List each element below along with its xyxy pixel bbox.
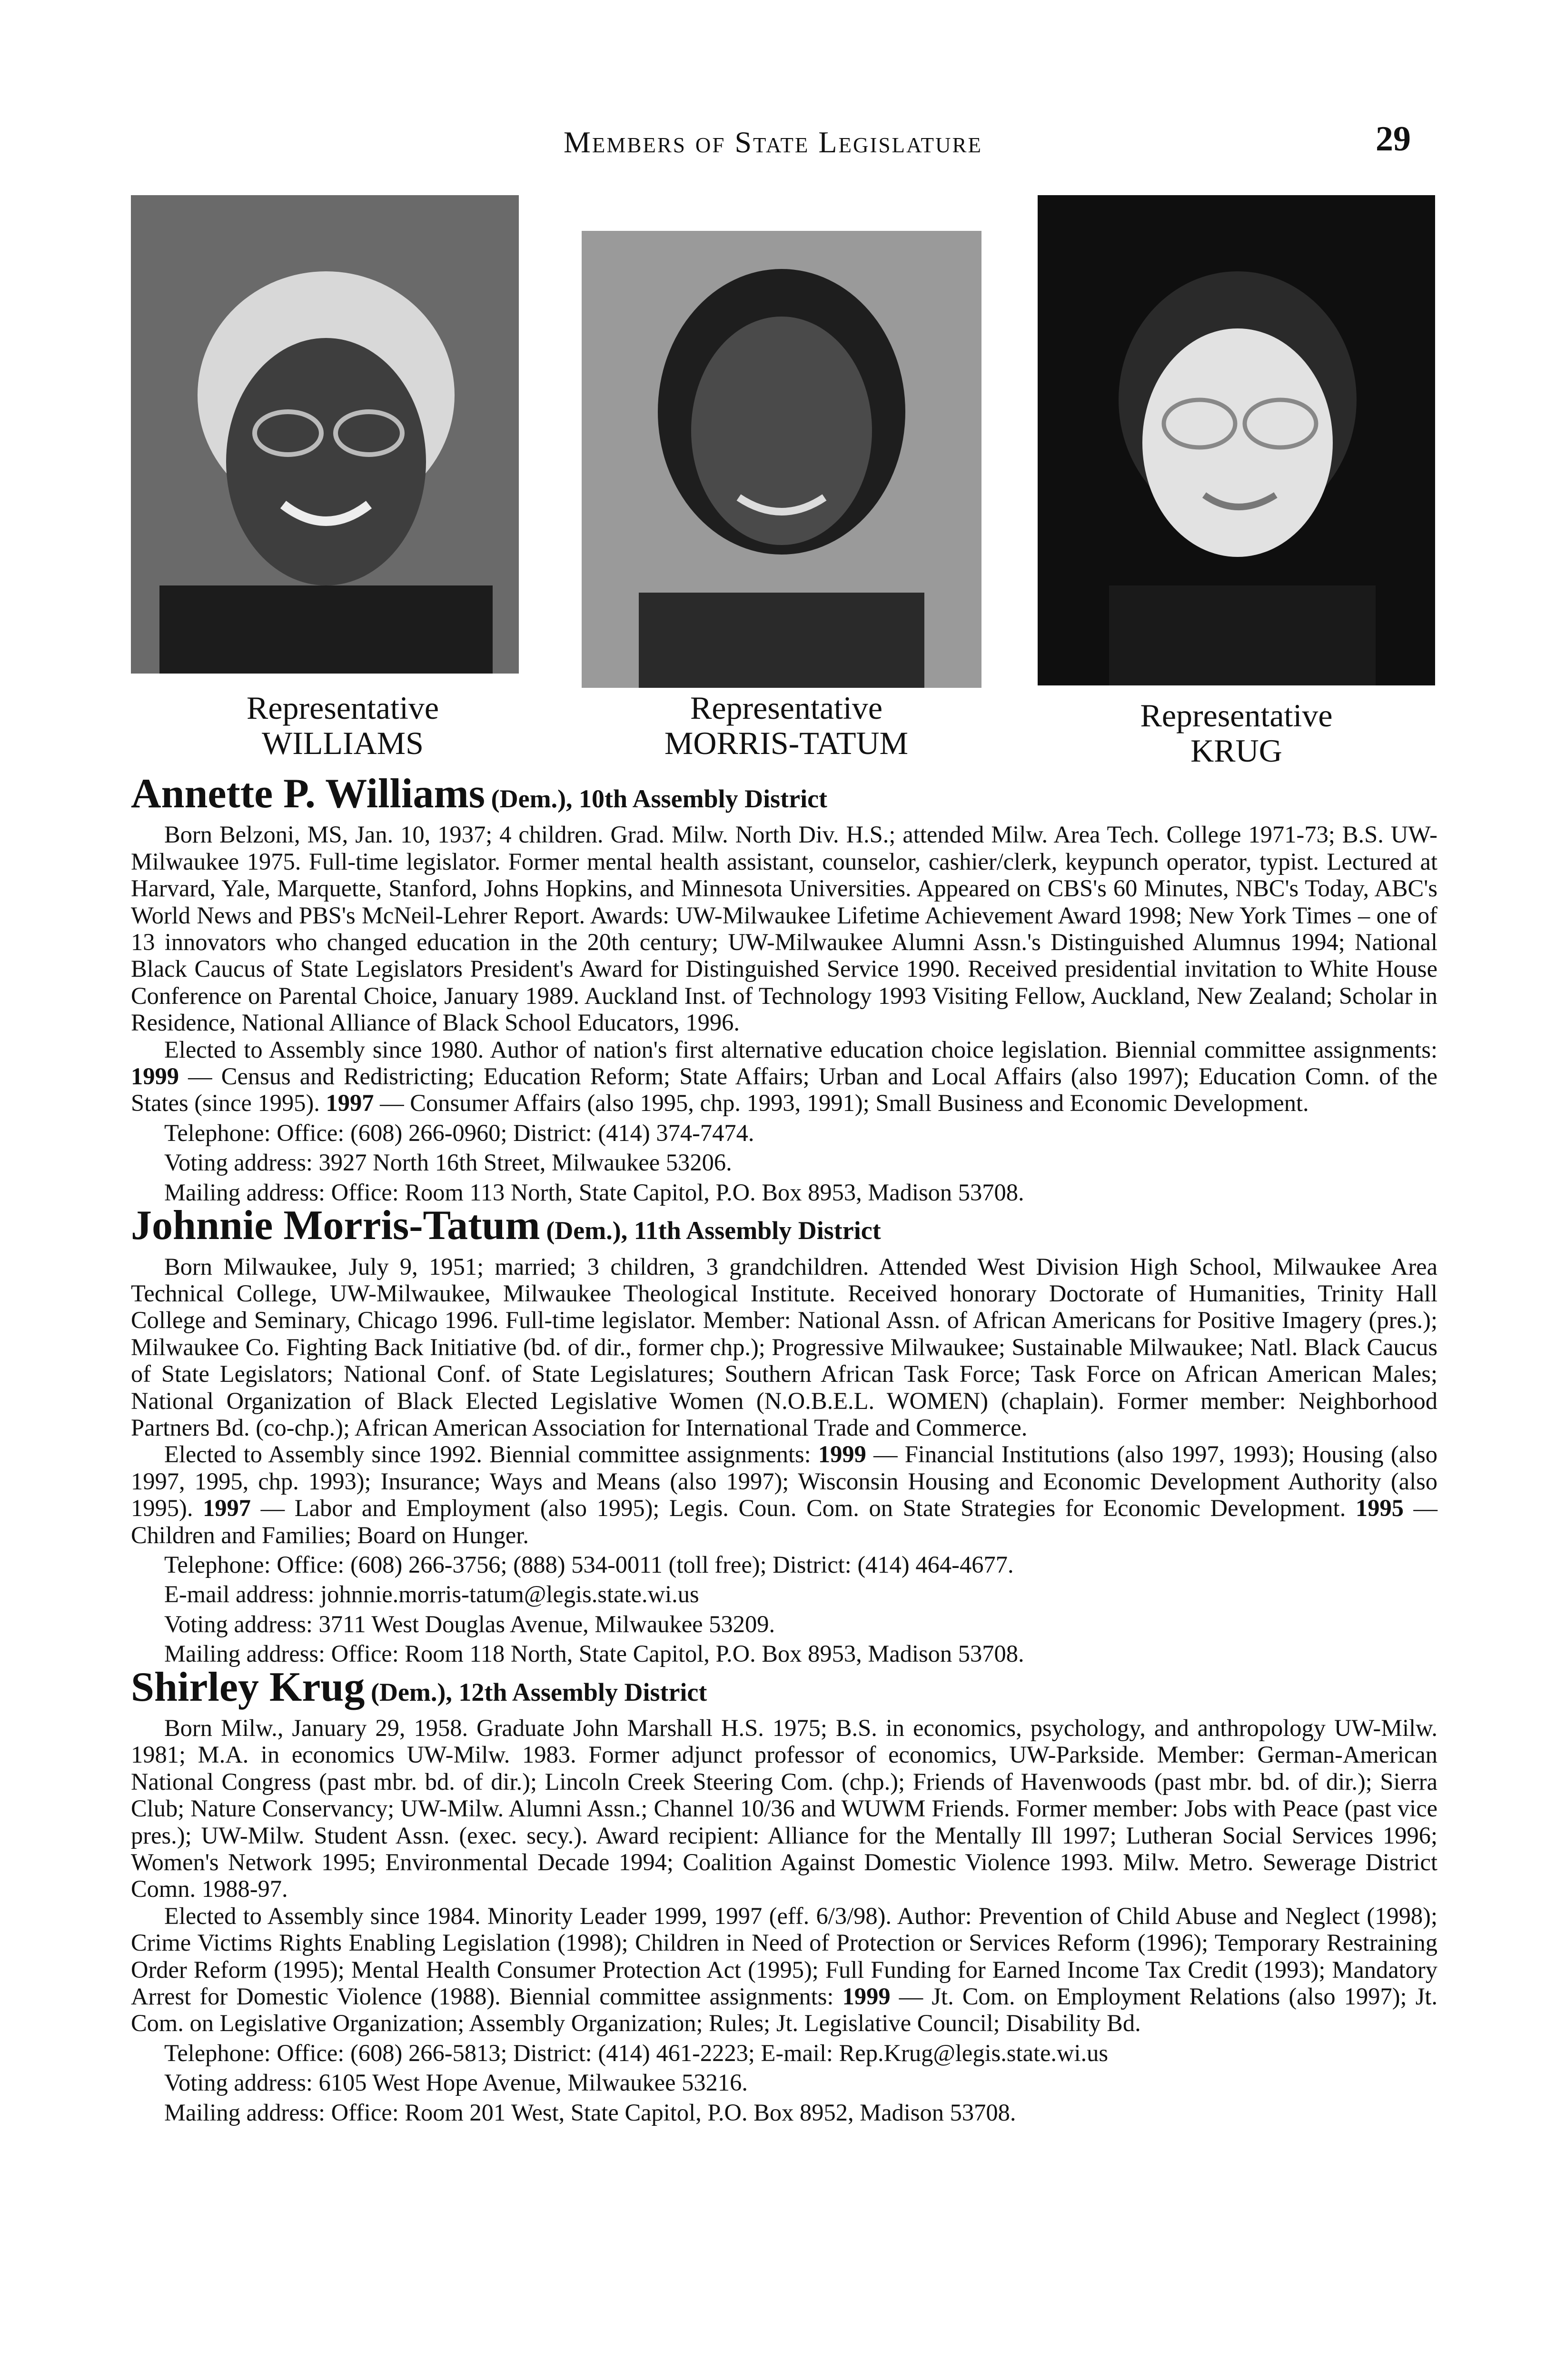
photo-caption-krug (1038, 698, 1435, 768)
service-assignments: — Children and Families; Board on Hunger. (131, 1495, 1438, 1548)
service-intro: Elected to Assembly since 1984. Minority Leader 1999, 1997 (eff. 6/3/98). Author: Prevention of Child Abuse and Neglect (1998); Crime Victims Rights Enabling Legislation (1998); Children in Need of Protection or Services Reform (1996); Temporary Restraining Order Reform (1995); Mental Health Consumer Protection Act (1995); Full Funding for Earned Income Tax Credit (1993); Mandatory Arrest for Domestic Violence (1988). Biennial committee assignments: (131, 1902, 1437, 2010)
service-assignments: — Census and Redistricting; Education Reform; State Affairs; Urban and Local Affairs (also 1997); Education Comn. of the States (since 1995). (131, 1063, 1438, 1117)
voting-address: Voting address: 6105 West Hope Avenue, Milwaukee 53216. (164, 2069, 748, 2096)
caption-surname: MORRIS-TATUM (664, 725, 909, 761)
member-entry-morris-tatum (131, 1202, 1438, 1667)
service-assignments: — Jt. Com. on Employment Relations (also 1997); Jt. Com. on Legislative Organization; Assembly Organization; Rules; Jt. Legislative Council; Disability Bd. (131, 1983, 1438, 2037)
telephone: Telephone: Office: (608) 266-3756; (888) 534-0011 (toll free); District: (414) 464-4677. (164, 1551, 1014, 1578)
photo-caption-williams (131, 690, 555, 761)
member-district: (Dem.), 11th Assembly District (546, 1216, 881, 1245)
caption-role: Representative (246, 690, 439, 726)
service-year: 1995 (1355, 1495, 1404, 1522)
portrait-image (1038, 195, 1435, 685)
service-year: 1997 (203, 1495, 251, 1522)
member-district: (Dem.), 10th Assembly District (491, 784, 828, 813)
member-heading (131, 771, 1437, 817)
email-address: E-mail address: johnnie.morris-tatum@legis.state.wi.us (164, 1581, 699, 1608)
telephone: Telephone: Office: (608) 266-5813; District: (414) 461-2223; E-mail: Rep.Krug@legis.state.wi.us (164, 2039, 1109, 2066)
member-service (131, 1441, 1437, 1548)
caption-role: Representative (690, 690, 883, 726)
member-service (131, 1903, 1437, 2037)
running-header: Members of State Legislature (563, 125, 982, 159)
mailing-address: Mailing address: Office: Room 201 West, State Capitol, P.O. Box 8952, Madison 53708. (164, 2099, 1016, 2126)
member-district: (Dem.), 12th Assembly District (370, 1677, 707, 1706)
member-entry-krug (131, 1664, 1438, 2126)
portrait-photo-williams (131, 195, 519, 674)
service-intro: Elected to Assembly since 1980. Author of nation's first alternative education choice legislation. Biennial committee assignments: (164, 1036, 1437, 1063)
voting-address: Voting address: 3927 North 16th Street, Milwaukee 53206. (164, 1149, 732, 1176)
service-year: 1997 (326, 1090, 374, 1117)
service-assignments: — Financial Institutions (also 1997, 1993); Housing (also 1997, 1995, chp. 1993); Insurance; Ways and Means (also 1997); Wisconsin Housing and Economic Development Authority (also 1995). (131, 1441, 1438, 1522)
member-biography: Born Milwaukee, July 9, 1951; married; 3 children, 3 grandchildren. Attended West Division High School, Milwaukee Area Technical College, UW-Milwaukee, Milwaukee Theological Institute. Received honorary Doctorate of Humanities, Trinity Hall College and Seminary, Chicago 1996. Full-time legislator. Member: National Assn. of African Americans for Positive Imagery (pres.); Milwaukee Co. Fighting Back Initiative (bd. of dir., former chp.); Progressive Milwaukee; Sustainable Milwaukee; Natl. Black Caucus of State Legislators; National Conf. of State Legislatures; Southern African Task Force; Task Force on African American Males; National Organization of Black Elected Legislative Women (N.O.B.E.L. WOMEN) (chaplain). Former member: Neighborhood Partners Bd. (co-chp.); African American Association for International Trade and Commerce. (131, 1253, 1437, 1441)
mailing-address: Mailing address: Office: Room 113 North, State Capitol, P.O. Box 8953, Madison 53708. (164, 1179, 1024, 1206)
portrait-photo-krug (1038, 195, 1435, 685)
member-biography: Born Milw., January 29, 1958. Graduate John Marshall H.S. 1975; B.S. in economics, psychology, and anthropology UW-Milw. 1981; M.A. in economics UW-Milw. 1983. Former adjunct professor of economics, UW-Parkside. Member: German-American National Congress (past mbr. bd. of dir.); Lincoln Creek Steering Com. (chp.); Friends of Havenwoods (past mbr. bd. of dir.); Sierra Club; Nature Conservancy; UW-Milw. Alumni Assn.; Channel 10/36 and WUWM Friends. Former member: Jobs with Peace (past vice pres.); UW-Milw. Student Assn. (exec. secy.). Award recipient: Alliance for the Mentally Ill 1997; Lutheran Social Services 1996; Women's Network 1995; Environmental Decade 1994; Coalition Against Domestic Violence 1993. Milw. Metro. Sewerage District Comn. 1988-97. (131, 1715, 1437, 1903)
page-number: 29 (1376, 119, 1411, 159)
member-biographies (131, 771, 1438, 2126)
voting-address: Voting address: 3711 West Douglas Avenue, Milwaukee 53209. (164, 1610, 775, 1637)
service-year: 1999 (842, 1983, 891, 2010)
member-service (131, 1036, 1437, 1117)
caption-role: Representative (1140, 697, 1333, 734)
service-assignments: — Consumer Affairs (also 1995, chp. 1993, 1991); Small Business and Economic Development. (380, 1090, 1309, 1117)
caption-surname: WILLIAMS (262, 725, 424, 761)
member-heading (131, 1202, 1437, 1249)
member-biography: Born Belzoni, MS, Jan. 10, 1937; 4 children. Grad. Milw. North Div. H.S.; attended Milw. Area Tech. College 1971-73; B.S. UW-Milwaukee 1975. Full-time legislator. Former mental health assistant, counselor, cashier/clerk, keypunch operator, typist. Lectured at Harvard, Yale, Marquette, Stanford, Johns Hopkins, and Minnesota Universities. Appeared on CBS's 60 Minutes, NBC's Today, ABC's World News and PBS's McNeil-Lehrer Report. Awards: UW-Milwaukee Lifetime Achievement Award 1998; New York Times – one of 13 innovators who changed education in the 20th century; UW-Milwaukee Alumni Assn.'s Distinguished Alumnus 1994; National Black Caucus of State Legislators President's Award for Distinguished Service 1990. Received presidential invitation to White House Conference on Parental Choice, January 1989. Auckland Inst. of Technology 1993 Visiting Fellow, Auckland, New Zealand; Scholar in Residence, National Alliance of Black School Educators, 1996. (131, 821, 1437, 1036)
caption-surname: KRUG (1190, 733, 1282, 769)
mailing-address: Mailing address: Office: Room 118 North, State Capitol, P.O. Box 8953, Madison 53708. (164, 1640, 1024, 1667)
service-year: 1999 (131, 1063, 179, 1090)
service-assignments: — Labor and Employment (also 1995); Legis. Coun. Com. on State Strategies for Economic Development. (260, 1495, 1346, 1522)
member-heading (131, 1664, 1437, 1710)
member-entry-williams (131, 771, 1438, 1206)
portrait-photo-morris-tatum (582, 231, 981, 688)
member-name: Johnnie Morris-Tatum (131, 1202, 540, 1249)
telephone: Telephone: Office: (608) 266-0960; District: (414) 374-7474. (164, 1119, 754, 1146)
service-intro: Elected to Assembly since 1992. Biennial committee assignments: (164, 1441, 811, 1468)
member-name: Shirley Krug (131, 1664, 365, 1710)
portrait-image (131, 195, 519, 674)
photo-caption-morris-tatum (582, 690, 991, 761)
portrait-image (582, 231, 981, 688)
member-name: Annette P. Williams (131, 771, 486, 817)
service-year: 1999 (818, 1441, 866, 1468)
